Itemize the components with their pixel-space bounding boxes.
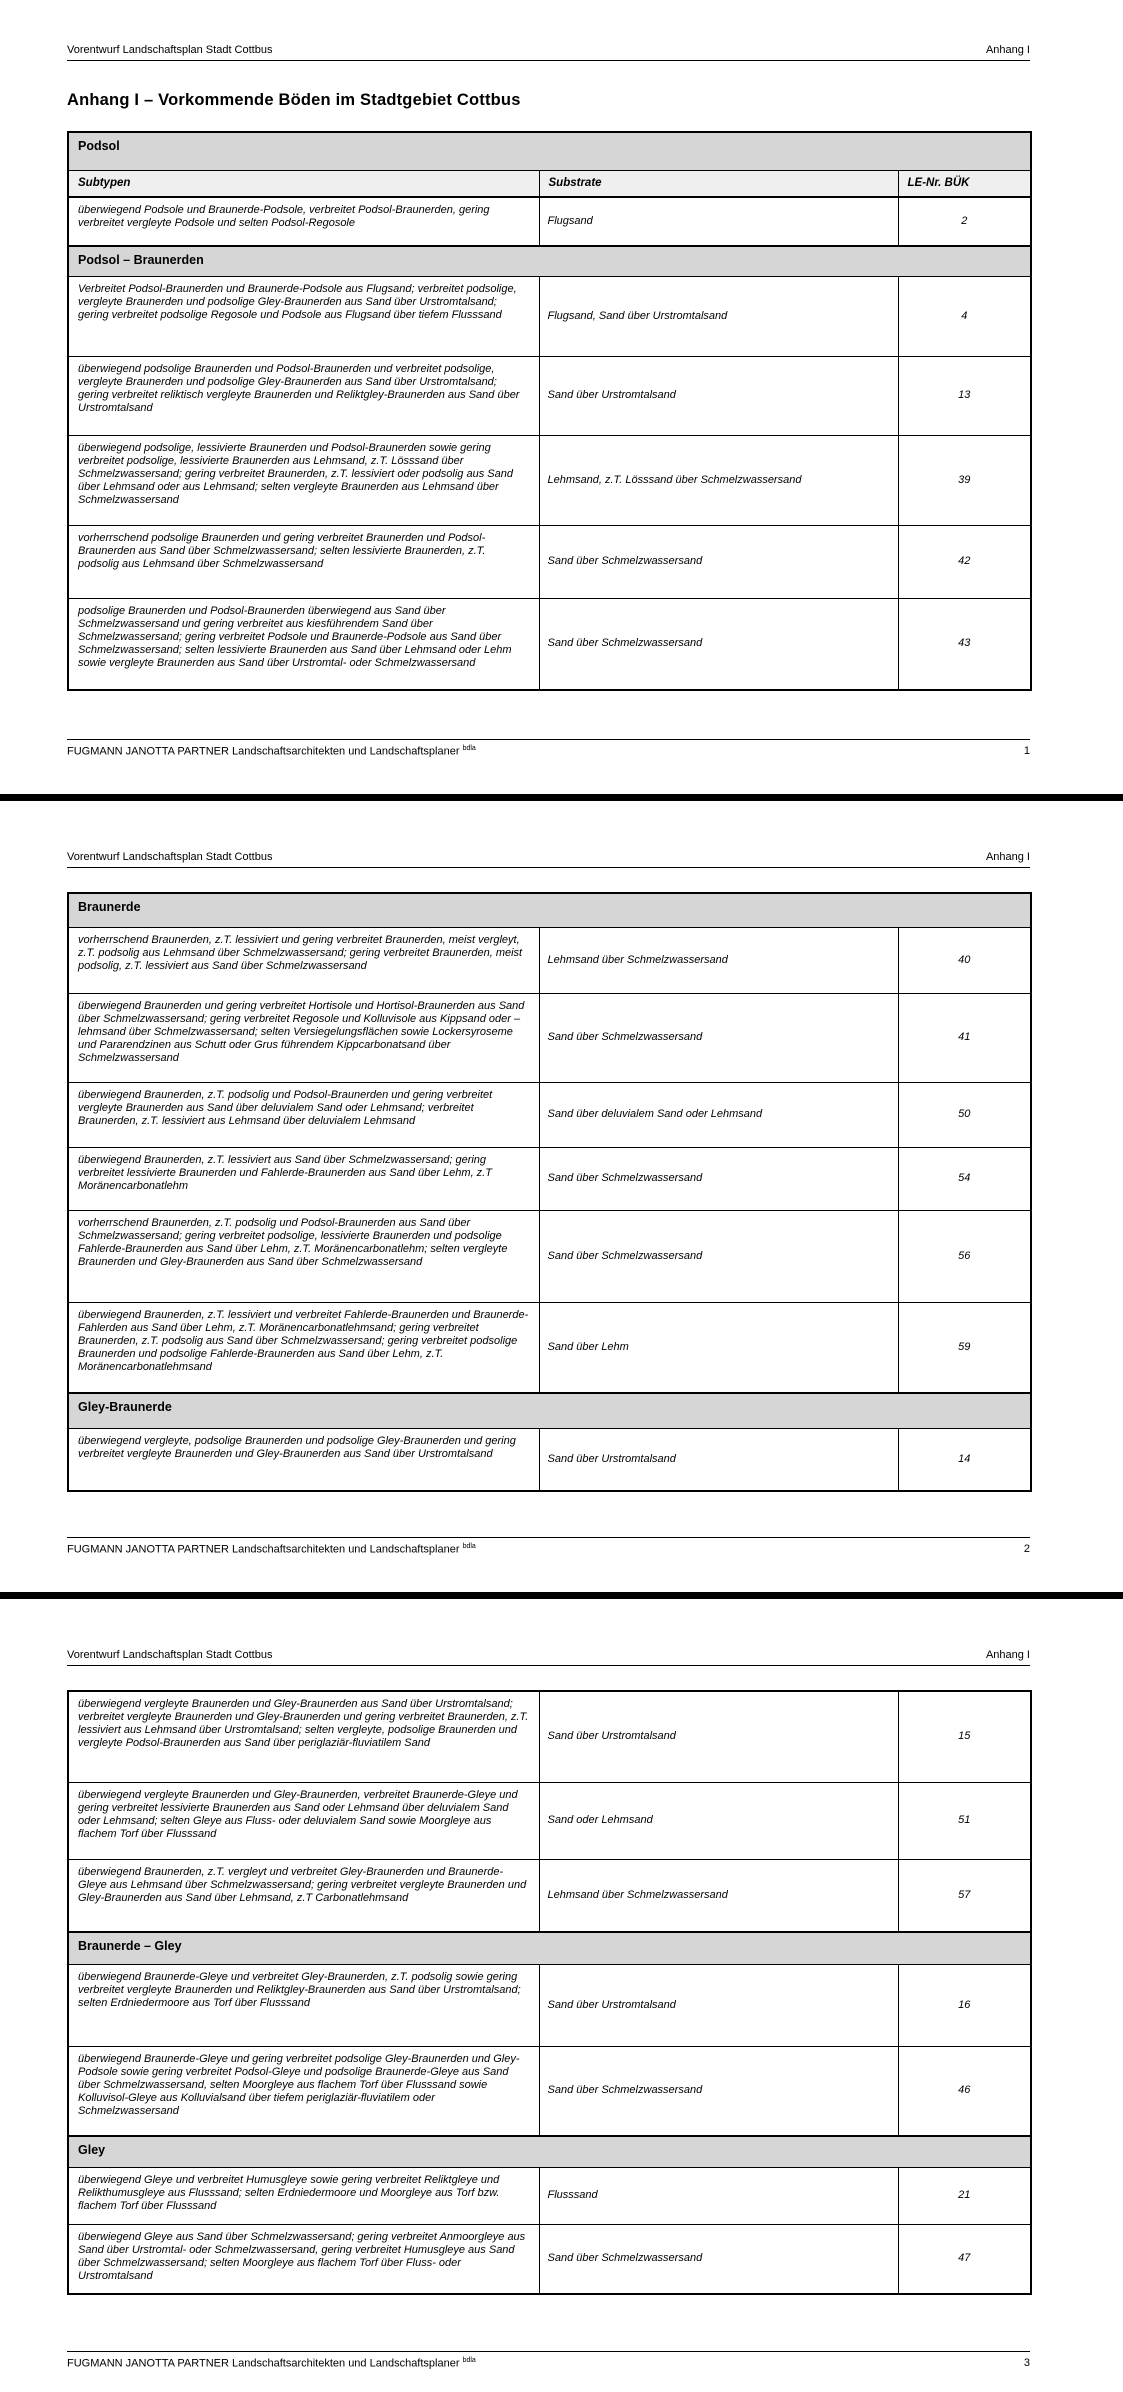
page-separator <box>0 794 1123 801</box>
soil-table-page-2 <box>67 892 1032 1492</box>
header-left: Vorentwurf Landschaftsplan Stadt Cottbus <box>67 44 273 56</box>
le-nr-cell: 41 <box>898 993 1031 1082</box>
subtypen-cell: überwiegend Braunerde-Gleye und verbreitet Gley-Braunerden, z.T. podsolig sowie gering verbreitet vergleyte Braunerden und Reliktgley-Braunerden aus Sand über Urstromtalsand; selten Erdniedermoore aus Torf über Flusssand <box>68 1964 539 2046</box>
subtypen-cell: vorherrschend Braunerden, z.T. podsolig und Podsol-Braunerden aus Sand über Schmelzwassersand; gering verbreitet podsolige, lessivierte Braunerden und podsolige Fahlerde-Braunerden aus Sand über Lehm, z.T. Moränencarbonatlehm; selten vergleyte Braunerden und Gley-Braunerden aus Sand über Schmelzwassersand <box>68 1210 539 1302</box>
table-row <box>68 598 1031 690</box>
table-row <box>68 2046 1031 2136</box>
section-row-braunerde <box>68 893 1031 927</box>
page-number: 3 <box>1023 2357 1030 2370</box>
substrate-cell: Sand über Schmelzwassersand <box>539 2046 898 2136</box>
le-nr-cell: 2 <box>898 197 1031 246</box>
subtypen-cell: überwiegend Gleye und verbreitet Humusgleye sowie gering verbreitet Reliktgleye und Relikthumusgleye aus Flusssand; selten Erdniedermoore und Moorgleye aus Torf bzw. flachem Torf über Flusssand <box>68 2167 539 2224</box>
section-label: Podsol <box>68 132 1031 170</box>
le-nr-cell: 39 <box>898 435 1031 525</box>
table-row <box>68 927 1031 993</box>
le-nr-cell: 14 <box>898 1428 1031 1491</box>
table-row <box>68 1428 1031 1491</box>
footer-firm <box>67 1543 476 1556</box>
subtypen-cell: podsolige Braunerden und Podsol-Braunerden überwiegend aus Sand über Schmelzwassersand und gering verbreitet aus kiesführendem Sand über Schmelzwassersand; gering verbreitet Podsole und Braunerde-Podsole aus Sand über Schmelzwassersand; selten lessivierte Braunerden aus Sand über Lehmsand oder Lehm sowie vergleyte Braunerden aus Sand über Urstromtal- oder Schmelzwassersand <box>68 598 539 690</box>
table-row <box>68 2224 1031 2294</box>
table-row <box>68 1859 1031 1932</box>
substrate-cell: Lehmsand über Schmelzwassersand <box>539 1859 898 1932</box>
section-row-braunerde-gley <box>68 1932 1031 1964</box>
section-row-podsol <box>68 132 1031 170</box>
section-label: Podsol – Braunerden <box>68 246 1031 276</box>
table-row <box>68 197 1031 246</box>
soil-table-page-3 <box>67 1690 1032 2295</box>
substrate-cell: Sand über Schmelzwassersand <box>539 598 898 690</box>
section-row-gley-braunerde <box>68 1393 1031 1428</box>
column-header-subtypen: Subtypen <box>68 170 539 197</box>
page-header <box>67 0 1030 61</box>
substrate-cell: Flugsand <box>539 197 898 246</box>
table-row <box>68 356 1031 435</box>
le-nr-cell: 42 <box>898 525 1031 598</box>
subtypen-cell: überwiegend Podsole und Braunerde-Podsole, verbreitet Podsol-Braunerden, gering verbreitet vergleyte Podsole und selten Podsol-Regosole <box>68 197 539 246</box>
subtypen-cell: überwiegend vergleyte Braunerden und Gley-Braunerden, verbreitet Braunerde-Gleye und gering verbreitet lessivierte Braunerden aus Sand oder Lehmsand über deluvialem Sand oder Lehmsand; selten Gleye aus Fluss- oder deluvialem Sand sowie Moorgleye aus flachem Torf über Flusssand <box>68 1782 539 1859</box>
page-number: 1 <box>1023 745 1030 758</box>
column-header-row <box>68 170 1031 197</box>
page-header <box>67 1599 1030 1666</box>
table-row <box>68 1782 1031 1859</box>
subtypen-cell: überwiegend Braunerden, z.T. lessiviert und verbreitet Fahlerde-Braunerden und Braunerde-Fahlerden aus Sand über Lehm, z.T. Moränencarbonatlehmsand; gering verbreitet Braunerden, z.T. podsolig aus Sand über Schmelzwassersand; gering verbreitet podsolige Braunerden und podsolige Fahlerde-Braunerden aus Sand über Lehm, z.T. Moränencarbonatlehmsand <box>68 1302 539 1393</box>
subtypen-cell: überwiegend vergleyte Braunerden und Gley-Braunerden aus Sand über Urstromtalsand; verbreitet vergleyte Braunerden und Gley-Braunerden und gering verbreitet Braunerden, z.T. lessiviert aus Lehmsand über Urstromtalsand; selten vergleyte, podsolige Braunerden und vergleyte Podsol-Braunerden aus Sand über periglaziär-fluviatilem Sand <box>68 1691 539 1782</box>
page-footer <box>67 1537 1030 1556</box>
table-row <box>68 1302 1031 1393</box>
substrate-cell: Sand über Urstromtalsand <box>539 1428 898 1491</box>
substrate-cell: Sand über Schmelzwassersand <box>539 993 898 1082</box>
subtypen-cell: überwiegend Gleye aus Sand über Schmelzwassersand; gering verbreitet Anmoorgleye aus Sand über Urstromtal- oder Schmelzwassersand, gering verbreitet Humusgleye aus Sand über Schmelzwassersand; selten Moorgleye aus flachem Torf über Fluss- oder Urstromtalsand <box>68 2224 539 2294</box>
le-nr-cell: 54 <box>898 1147 1031 1210</box>
substrate-cell: Flugsand, Sand über Urstromtalsand <box>539 276 898 356</box>
page-2 <box>0 801 1123 1592</box>
substrate-cell: Sand über Lehm <box>539 1302 898 1393</box>
table-row <box>68 276 1031 356</box>
table-row <box>68 1691 1031 1782</box>
column-header-le-nr: LE-Nr. BÜK <box>898 170 1031 197</box>
page-3 <box>0 1599 1123 2392</box>
substrate-cell: Sand über Schmelzwassersand <box>539 2224 898 2294</box>
le-nr-cell: 46 <box>898 2046 1031 2136</box>
le-nr-cell: 56 <box>898 1210 1031 1302</box>
footer-firm-sup: bdla <box>462 2357 476 2365</box>
substrate-cell: Sand über deluvialem Sand oder Lehmsand <box>539 1082 898 1147</box>
le-nr-cell: 47 <box>898 2224 1031 2294</box>
section-label: Braunerde <box>68 893 1031 927</box>
le-nr-cell: 16 <box>898 1964 1031 2046</box>
section-label: Gley-Braunerde <box>68 1393 1031 1428</box>
section-label: Gley <box>68 2136 1031 2167</box>
column-header-substrate: Substrate <box>539 170 898 197</box>
page-1 <box>0 0 1123 794</box>
table-row <box>68 2167 1031 2224</box>
subtypen-cell: vorherrschend Braunerden, z.T. lessiviert und gering verbreitet Braunerden, meist vergleyt, z.T. podsolig aus Lehmsand über Schmelzwassersand; gering verbreitet Braunerden, meist podsolig, z.T. lessiviert aus Sand über Schmelzwassersand <box>68 927 539 993</box>
le-nr-cell: 59 <box>898 1302 1031 1393</box>
footer-firm <box>67 745 476 758</box>
page-number: 2 <box>1023 1543 1030 1556</box>
subtypen-cell: Verbreitet Podsol-Braunerden und Braunerde-Podsole aus Flugsand; verbreitet podsolige, vergleyte Braunerden und podsolige Gley-Braunerden aus Sand über Urstromtalsand; gering verbreitet podsolige Regosole und Podsole aus Flugsand über tiefem Flusssand <box>68 276 539 356</box>
substrate-cell: Sand über Urstromtalsand <box>539 356 898 435</box>
header-right: Anhang I <box>985 1649 1030 1661</box>
footer-firm-sup: bdla <box>462 1543 476 1551</box>
table-row <box>68 525 1031 598</box>
subtypen-cell: überwiegend podsolige Braunerden und Podsol-Braunerden und verbreitet podsolige, vergleyte Braunerden und podsolige Gley-Braunerden aus Sand über Urstromtalsand; gering verbreitet reliktisch vergleyte Braunerden und Reliktgley-Braunerden aus Sand über Urstromtalsand <box>68 356 539 435</box>
section-label: Braunerde – Gley <box>68 1932 1031 1964</box>
le-nr-cell: 43 <box>898 598 1031 690</box>
table-row <box>68 1147 1031 1210</box>
substrate-cell: Sand oder Lehmsand <box>539 1782 898 1859</box>
le-nr-cell: 13 <box>898 356 1031 435</box>
header-right: Anhang I <box>985 44 1030 56</box>
subtypen-cell: überwiegend podsolige, lessivierte Braunerden und Podsol-Braunerden sowie gering verbreitet podsolige, lessivierte Braunerden aus Lehmsand, z.T. Lösssand über Schmelzwassersand; gering verbreitet Braunerden, z.T. lessiviert oder podsolig aus Sand über Lehmsand oder aus Lehmsand; selten vergleyte Braunerden aus Lehmsand über Schmelzwassersand <box>68 435 539 525</box>
page-title: Anhang I – Vorkommende Böden im Stadtgebiet Cottbus <box>67 91 521 109</box>
table-row <box>68 1082 1031 1147</box>
soil-table-page-1 <box>67 131 1032 691</box>
footer-firm <box>67 2357 476 2370</box>
le-nr-cell: 15 <box>898 1691 1031 1782</box>
subtypen-cell: überwiegend vergleyte, podsolige Braunerden und podsolige Gley-Braunerden und gering verbreitet vergleyte Braunerden und Gley-Braunerden aus Sand über Urstromtalsand <box>68 1428 539 1491</box>
le-nr-cell: 51 <box>898 1782 1031 1859</box>
section-row-gley <box>68 2136 1031 2167</box>
footer-firm-text: FUGMANN JANOTTA PARTNER Landschaftsarchitekten und Landschaftsplaner <box>67 746 460 758</box>
le-nr-cell: 50 <box>898 1082 1031 1147</box>
table-row <box>68 1210 1031 1302</box>
subtypen-cell: überwiegend Braunerden und gering verbreitet Hortisole und Hortisol-Braunerden aus Sand über Schmelzwassersand; gering verbreitet Regosole und Kolluvisole aus Kippsand oder –lehmsand über Schmelzwassersand; selten Versiegelungsflächen sowie Lockersyroseme und Pararendzinen aus Schutt oder Grus führendem Kippcarbonatsand über Schmelzwassersand <box>68 993 539 1082</box>
table-row <box>68 1964 1031 2046</box>
page-footer <box>67 2351 1030 2370</box>
substrate-cell: Lehmsand über Schmelzwassersand <box>539 927 898 993</box>
header-left: Vorentwurf Landschaftsplan Stadt Cottbus <box>67 1649 273 1661</box>
subtypen-cell: überwiegend Braunerden, z.T. lessiviert aus Sand über Schmelzwassersand; gering verbreitet lessivierte Braunerden und Fahlerde-Braunerden aus Sand über Lehm, z.T Moränencarbonatlehm <box>68 1147 539 1210</box>
section-row-podsol-braunerden <box>68 246 1031 276</box>
le-nr-cell: 57 <box>898 1859 1031 1932</box>
substrate-cell: Sand über Schmelzwassersand <box>539 525 898 598</box>
subtypen-cell: überwiegend Braunerden, z.T. podsolig und Podsol-Braunerden und gering verbreitet vergleyte Braunerden aus Sand über deluvialem Sand oder Lehmsand; verbreitet Braunerden, z.T. lessiviert aus Lehmsand über deluvialem Lehmsand <box>68 1082 539 1147</box>
subtypen-cell: überwiegend Braunerden, z.T. vergleyt und verbreitet Gley-Braunerden und Braunerde-Gleye aus Lehmsand über Schmelzwassersand; gering verbreitet vergleyte Braunerden und Gley-Braunerden aus Sand über Lehmsand, z.T Carbonatlehmsand <box>68 1859 539 1932</box>
footer-firm-text: FUGMANN JANOTTA PARTNER Landschaftsarchitekten und Landschaftsplaner <box>67 1544 460 1556</box>
table-row <box>68 993 1031 1082</box>
subtypen-cell: vorherrschend podsolige Braunerden und gering verbreitet Braunerden und Podsol-Braunerden aus Sand über Schmelzwassersand; selten lessivierte Braunerden, z.T. podsolig aus Lehmsand über Schmelzwassersand <box>68 525 539 598</box>
page-footer <box>67 739 1030 758</box>
subtypen-cell: überwiegend Braunerde-Gleye und gering verbreitet podsolige Gley-Braunerden und Gley-Podsole sowie gering verbreitet Podsol-Gleye und podsolige Braunerde-Gleye aus Sand über Schmelzwassersand, selten Moorgleye aus flachem Torf über Flusssand sowie Kolluvisol-Gleye aus Kolluvialsand über tiefem periglaziär-fluviatilem oder Schmelzwassersand <box>68 2046 539 2136</box>
substrate-cell: Sand über Schmelzwassersand <box>539 1210 898 1302</box>
substrate-cell: Flusssand <box>539 2167 898 2224</box>
le-nr-cell: 40 <box>898 927 1031 993</box>
header-left: Vorentwurf Landschaftsplan Stadt Cottbus <box>67 851 273 863</box>
le-nr-cell: 21 <box>898 2167 1031 2224</box>
substrate-cell: Sand über Schmelzwassersand <box>539 1147 898 1210</box>
header-right: Anhang I <box>985 851 1030 863</box>
page-header <box>67 801 1030 868</box>
footer-firm-text: FUGMANN JANOTTA PARTNER Landschaftsarchitekten und Landschaftsplaner <box>67 2358 460 2370</box>
substrate-cell: Lehmsand, z.T. Lösssand über Schmelzwassersand <box>539 435 898 525</box>
footer-firm-sup: bdla <box>462 745 476 753</box>
le-nr-cell: 4 <box>898 276 1031 356</box>
page-separator <box>0 1592 1123 1599</box>
table-row <box>68 435 1031 525</box>
substrate-cell: Sand über Urstromtalsand <box>539 1964 898 2046</box>
substrate-cell: Sand über Urstromtalsand <box>539 1691 898 1782</box>
